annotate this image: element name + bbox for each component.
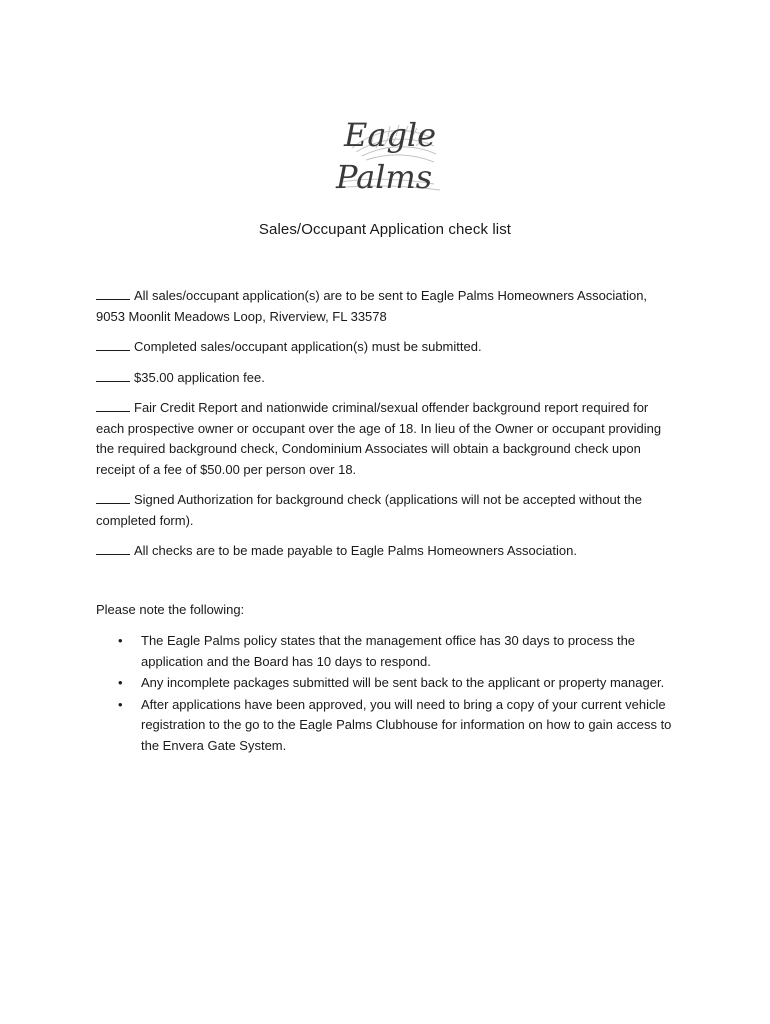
checkbox-blank-line xyxy=(96,286,130,300)
checklist-item-text: Completed sales/occupant application(s) must be submitted. xyxy=(134,339,482,354)
checklist-item-text: Fair Credit Report and nationwide criminal/sexual offender background report required for each prospective owner or occupant over the age of 18. In lieu of the Owner or occupant providing the required background check, Condominium Associates will obtain a background check upon receipt of a fee of $50.00 per person over 18. xyxy=(96,400,662,477)
bullet-icon: • xyxy=(118,675,123,690)
checklist-item-text: Signed Authorization for background check (applications will not be accepted without the completed form). xyxy=(96,492,643,528)
bullet-icon: • xyxy=(118,696,123,712)
checklist-item-text: $35.00 application fee. xyxy=(134,369,265,385)
note-text: Any incomplete packages submitted will be sent back to the applicant or property manager. xyxy=(141,675,665,690)
checklist-item xyxy=(96,398,676,480)
page-title: Sales/Occupant Application check list xyxy=(258,221,512,238)
notes-list xyxy=(96,631,676,756)
bullet-icon: • xyxy=(118,633,123,648)
checkbox-blank-line xyxy=(96,541,130,555)
svg-text:Palms: Palms xyxy=(336,158,433,194)
notes-heading: Please note the following: xyxy=(96,601,245,617)
checkbox-blank-line xyxy=(96,490,130,504)
checklist-item xyxy=(96,286,676,327)
checkbox-blank-line xyxy=(96,368,130,382)
checklist-item xyxy=(96,368,676,389)
list-item xyxy=(96,695,676,757)
checklist-item xyxy=(96,541,676,562)
document-body xyxy=(96,286,676,757)
checklist-item-text: All sales/occupant application(s) are to be sent to Eagle Palms Homeowners Association, 9053 Moonlit Meadows Loop, Riverview, FL 33578 xyxy=(96,288,648,324)
checkbox-blank-line xyxy=(96,337,130,351)
note-text: The Eagle Palms policy states that the management office has 30 days to process the application and the Board has 10 days to respond. xyxy=(141,633,636,669)
checklist-item xyxy=(96,337,676,358)
checkbox-blank-line xyxy=(96,398,130,412)
note-text: After applications have been approved, you will need to bring a copy of your current vehicle registration to the go to the Eagle Palms Clubhouse for information on how to gain access to the Envera Gate System. xyxy=(141,696,672,753)
eagle-palms-logo xyxy=(322,108,448,194)
list-item xyxy=(96,631,676,672)
palm-logo-icon xyxy=(322,108,448,194)
checklist-item xyxy=(96,490,676,531)
svg-text:Eagle: Eagle xyxy=(344,116,437,154)
list-item xyxy=(96,673,676,694)
checklist-item-text: All checks are to be made payable to Eagle Palms Homeowners Association. xyxy=(134,543,577,558)
